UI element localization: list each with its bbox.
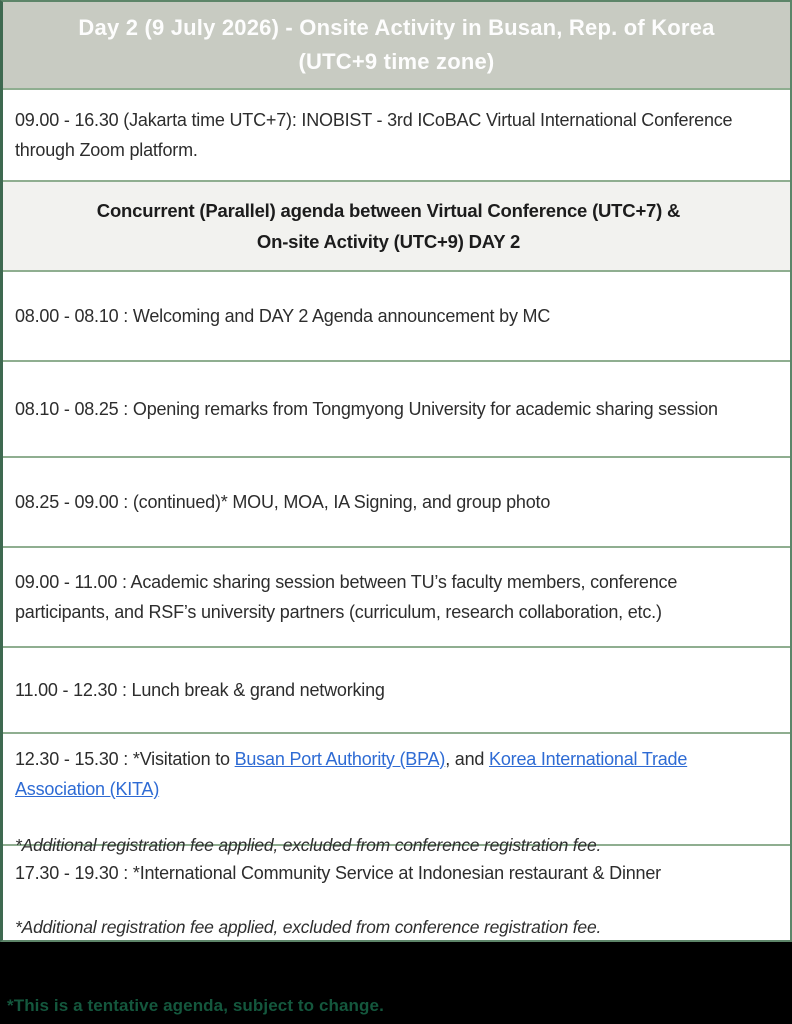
academic-sharing-text: 09.00 - 11.00 : Academic sharing session between TU’s faculty members, conference participants, and RSF’s university partners (curriculum, research collaboration, etc.) bbox=[15, 572, 678, 622]
community-service-fee-note: *Additional registration fee applied, excluded from conference registration fee. bbox=[15, 917, 602, 937]
row-opening-remarks bbox=[3, 362, 790, 458]
community-service-text: 17.30 - 19.30 : *International Community Service at Indonesian restaurant & Dinner bbox=[15, 863, 661, 883]
agenda-header bbox=[3, 2, 790, 90]
agenda-title-line1: Day 2 (9 July 2026) - Onsite Activity in Busan, Rep. of Korea bbox=[78, 15, 715, 40]
row-community-service bbox=[3, 846, 790, 940]
visitation-text bbox=[15, 744, 762, 804]
row-visitation bbox=[3, 734, 790, 855]
row-academic-sharing bbox=[3, 548, 790, 648]
row-mou-signing bbox=[3, 458, 790, 548]
visitation-prefix: 12.30 - 15.30 : *Visitation to bbox=[15, 749, 235, 769]
mou-signing-text: 08.25 - 09.00 : (continued)* MOU, MOA, IA Signing, and group photo bbox=[15, 492, 551, 512]
concurrent-header-line2: On-site Activity (UTC+9) DAY 2 bbox=[256, 231, 521, 252]
footer-area bbox=[0, 942, 792, 1024]
tentative-agenda-note: *This is a tentative agenda, subject to change. bbox=[7, 996, 384, 1015]
row-virtual-conference bbox=[3, 90, 790, 182]
agenda-title-line2: (UTC+9 time zone) bbox=[298, 49, 495, 74]
row-concurrent-header bbox=[3, 182, 790, 272]
row-lunch-break bbox=[3, 648, 790, 734]
virtual-conference-text: 09.00 - 16.30 (Jakarta time UTC+7): INOBIST - 3rd ICoBAC Virtual International Conference through Zoom platform. bbox=[15, 110, 733, 160]
visitation-fee-note: *Additional registration fee applied, excluded from conference registration fee. bbox=[15, 835, 602, 855]
visitation-middle: , and bbox=[445, 749, 490, 769]
kita-link[interactable]: Korea International Trade Association (KITA) bbox=[15, 749, 688, 799]
lunch-break-text: 11.00 - 12.30 : Lunch break & grand networking bbox=[15, 680, 385, 700]
concurrent-header-line1: Concurrent (Parallel) agenda between Virtual Conference (UTC+7) & bbox=[96, 200, 681, 221]
busan-port-authority-link[interactable]: Busan Port Authority (BPA) bbox=[234, 749, 446, 769]
row-welcoming bbox=[3, 272, 790, 362]
welcoming-text: 08.00 - 08.10 : Welcoming and DAY 2 Agenda announcement by MC bbox=[15, 306, 551, 326]
opening-remarks-text: 08.10 - 08.25 : Opening remarks from Tongmyong University for academic sharing session bbox=[15, 399, 718, 419]
